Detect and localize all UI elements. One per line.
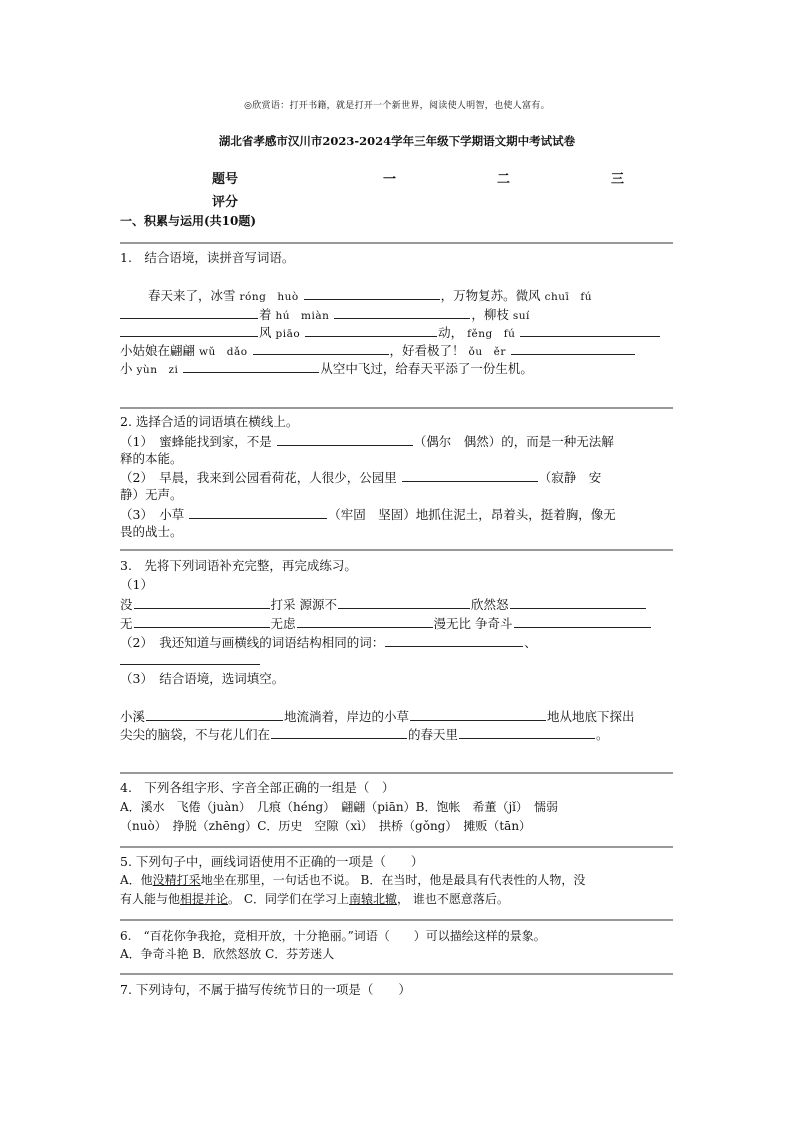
answer-blank[interactable] (514, 614, 651, 628)
header-motto: ◎欣赏语：打开书籍，就是打开一个新世界，阅读使人明智，也使人富有。 (244, 101, 550, 111)
pinyin: suí (512, 310, 530, 322)
divider (120, 772, 673, 774)
exam-title: 湖北省孝感市汉川市2023-2024学年三年级下学期语文期中考试试卷 (218, 134, 576, 148)
answer-blank[interactable] (120, 323, 258, 337)
q3-sub-1: （1） (120, 577, 153, 592)
answer-blank[interactable] (338, 595, 470, 609)
answer-blank[interactable] (134, 595, 270, 609)
pinyin: hú miàn (275, 310, 330, 322)
score-table-col-2: 二 (497, 172, 511, 187)
q4-options-line-2: （nuò） 挣脱（zhēng）C．历史 空隙（xì） 拱桥（gǒng） 摊贩（tān） (120, 819, 532, 833)
divider (120, 242, 673, 244)
q2-sentence-1-cont: 释的本能。 (120, 451, 183, 466)
underlined-word: 南辕北辙 (349, 892, 398, 906)
answer-blank[interactable] (385, 633, 523, 647)
answer-blank[interactable] (297, 614, 433, 628)
answer-blank[interactable] (410, 707, 546, 721)
q3-row-1: 没 打采 源源不 欣然怒 (120, 595, 673, 614)
q3-stem: 3. 先将下列词语补充完整，再完成练习。 (120, 558, 357, 573)
underlined-word: 没精打采 (152, 873, 201, 887)
answer-blank[interactable] (253, 341, 389, 355)
answer-blank[interactable] (277, 432, 413, 446)
answer-blank[interactable] (511, 341, 635, 355)
section-title: 一、积累与运用(共10题) (120, 214, 257, 228)
answer-blank[interactable] (304, 286, 440, 300)
q2-sentence-3: （3） 小草 （牢固 坚固）地抓住泥土，昂着头，挺着胸，像无 (120, 507, 616, 522)
q5-stem: 5. 下列句子中，画线词语使用不正确的一项是（ ） (120, 854, 424, 869)
divider (120, 919, 673, 921)
q6-options: A．争奇斗艳 B．欣然怒放 C．芬芳迷人 (120, 947, 335, 961)
q3-fill-1: 小溪 地流淌着，岸边的小草 地从地底下探出 (120, 709, 635, 724)
pinyin: yùn zi (136, 364, 179, 376)
q4-options-line-1: A．溪水 飞倦（juàn） 几痕（héng） 翩翩（piān）B．饱帐 希董（jǐ） 懦弱 (120, 800, 559, 814)
pinyin: wǔ dǎo (199, 346, 248, 358)
score-table-col-3: 三 (611, 172, 625, 187)
answer-blank[interactable] (120, 305, 258, 319)
pinyin: ǒu ěr (468, 346, 506, 358)
q5-options-line-2: 有人能与他相提并论。 C．同学们在学习上南辕北辙， 谁也不愿意落后。 (120, 892, 509, 906)
q1-line-1: 春天来了，冰雪 róng huò ，万物复苏。微风 chuī fú (148, 288, 593, 303)
q5-options-line-1: A．他没精打采地坐在那里，一句话也不说。 B．在当时，他是最具有代表性的人物，没 (120, 873, 586, 887)
answer-blank[interactable] (146, 707, 283, 721)
q2-sentence-2: （2） 早晨，我来到公园看荷花，人很少，公园里 （寂静 安 (120, 470, 602, 485)
answer-blank[interactable] (189, 505, 327, 519)
q1-stem: 1. 结合语境，读拼音写词语。 (120, 250, 295, 265)
divider (120, 407, 673, 409)
q2-sentence-2-cont: 静）无声。 (120, 487, 183, 502)
q3-sub-2: （2） 我还知道与画横线的词语结构相同的词： 、 (120, 635, 537, 650)
divider (120, 846, 673, 848)
pinyin: róng huò (239, 291, 299, 303)
q2-sentence-1: （1） 蜜蜂能找到家，不是 （偶尔 偶然）的，而是一种无法解 (120, 434, 614, 449)
q7-stem: 7. 下列诗句，不属于描写传统节日的一项是（ ） (120, 982, 411, 997)
q6-stem: 6. “百花你争我抢，竞相开放，十分艳丽。”词语（ ）可以描绘这样的景象。 (120, 929, 546, 943)
q3-sub-2-blank-row (120, 651, 673, 670)
q1-line-5: 小 yùn zi 从空中飞过，给春天平添了一份生机。 (120, 361, 533, 376)
answer-blank[interactable] (459, 725, 595, 739)
q1-line-4: 小姑娘在翩翩 wǔ dǎo ，好看极了！ ǒu ěr (120, 341, 673, 361)
answer-blank[interactable] (510, 595, 646, 609)
answer-blank[interactable] (305, 323, 437, 337)
q1-line-2: 着 hú miàn ，柳枝 suí (120, 305, 673, 325)
pinyin: fěng fú (467, 328, 516, 340)
underlined-word: 相提并论 (180, 892, 229, 906)
score-table-label-number: 题号 (212, 172, 239, 187)
answer-blank[interactable] (334, 305, 470, 319)
q3-row-2: 无 无虑 漫无比 争奇斗 (120, 614, 673, 633)
score-table-col-1: 一 (383, 172, 397, 187)
answer-blank[interactable] (120, 651, 260, 665)
pinyin: piāo (275, 328, 301, 340)
pinyin: chuī fú (544, 291, 593, 303)
q2-sentence-3-cont: 畏的战士。 (120, 524, 183, 539)
answer-blank[interactable] (402, 468, 538, 482)
q3-sub-3: （3） 结合语境，选词填空。 (120, 671, 285, 686)
q3-fill-2: 尖尖的脑袋，不与花儿们在 的春天里 。 (120, 727, 609, 742)
answer-blank[interactable] (271, 725, 407, 739)
q1-line-3: 风 piāo 动， fěng fú (120, 323, 673, 343)
divider (120, 549, 673, 551)
q4-stem: 4. 下列各组字形、字音全部正确的一组是（ ） (120, 780, 395, 795)
score-table-label-score: 评分 (212, 195, 239, 210)
answer-blank[interactable] (520, 323, 660, 337)
divider (120, 973, 673, 975)
answer-blank[interactable] (183, 359, 319, 373)
answer-blank[interactable] (134, 614, 270, 628)
q2-stem: 2. 选择合适的词语填在横线上。 (120, 414, 299, 429)
